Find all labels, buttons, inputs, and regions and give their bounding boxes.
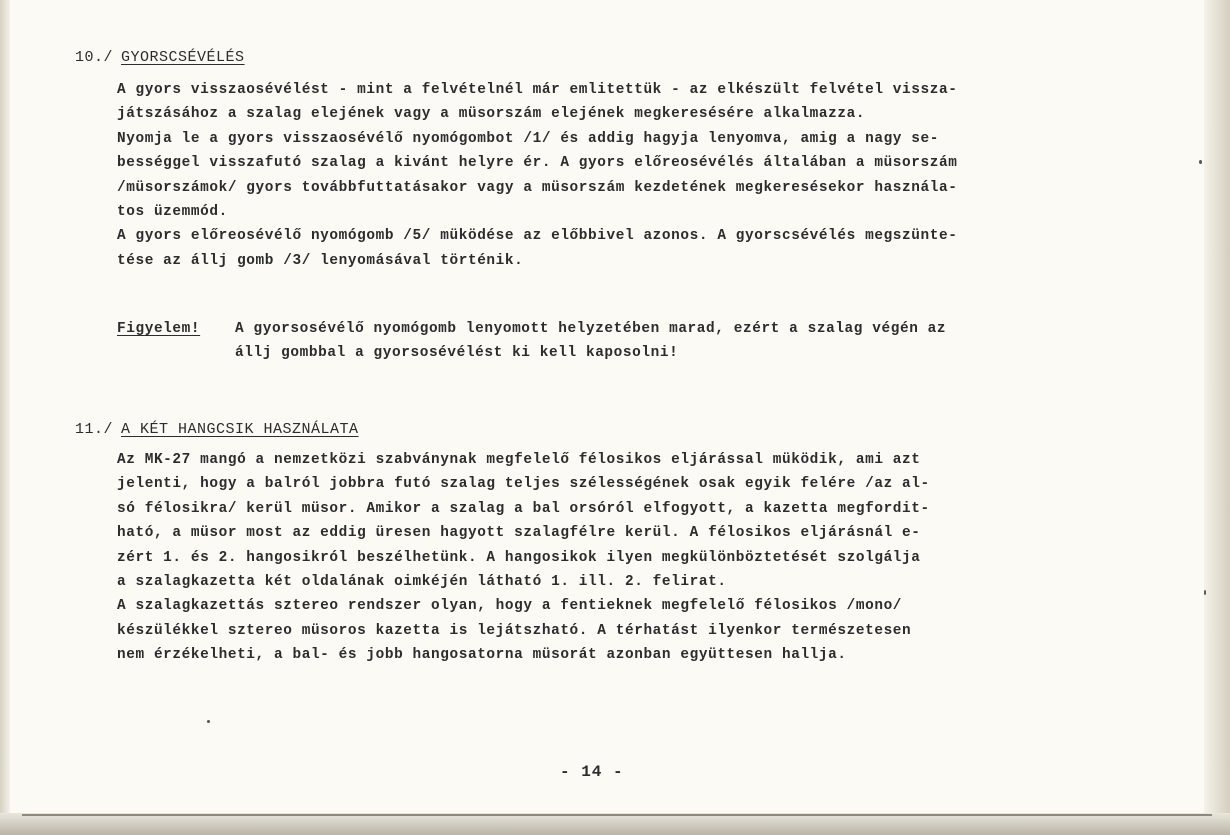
section-10-number: 10./: [75, 49, 114, 66]
section-10-line: tos üzemmód.: [117, 203, 228, 220]
section-11-line: Az MK-27 mangó a nemzetközi szabványnak megfelelő félosikos eljárással müködik, ami azt: [117, 452, 921, 468]
warning-line: A gyorsosévélő nyomógomb lenyomott helyzetében marad, ezért a szalag végén az: [235, 321, 947, 337]
section-11-line: a szalagkazetta két oldalának oimkéjén látható 1. ill. 2. felirat.: [117, 573, 727, 590]
ink-speck: [1204, 590, 1206, 595]
warning-line: állj gombbal a gyorsosévélést ki kell kaposolni!: [235, 345, 679, 362]
section-11-line: A szalagkazettás sztereo rendszer olyan, hogy a fentieknek megfelelő félosikos /mono/: [117, 598, 903, 615]
section-11-line: zért 1. és 2. hangosikról beszélhetünk. A hangosikok ilyen megkülönböztetését szolgálja: [117, 549, 921, 566]
page-right-edge: [1204, 0, 1230, 835]
section-10-line: játszásához a szalag elejének vagy a müsorszám elejének megkeresésére alkalmazza.: [117, 106, 866, 123]
section-11-body: [117, 448, 930, 668]
section-10-line: A gyors visszaosévélést - mint a felvételnél már emlitettük - az elkészült felvétel vissza-: [117, 82, 958, 98]
section-11-line: ható, a müsor most az eddig üresen hagyott szalagfélre kerül. A félosikos eljárásnál e-: [117, 525, 921, 542]
page-left-edge: [0, 0, 10, 835]
section-10-line: tése az állj gomb /3/ lenyomásával történik.: [117, 252, 524, 269]
page-bottom-edge: [0, 813, 1230, 835]
section-11-title: A KÉT HANGCSIK HASZNÁLATA: [121, 421, 359, 438]
section-10-heading: [75, 49, 245, 66]
page-number: - 14 -: [560, 763, 624, 781]
section-11-line: készülékkel sztereo müsoros kazetta is lejátszható. A térhatást ilyenkor természetesen: [117, 622, 912, 639]
section-10-line: Nyomja le a gyors visszaosévélő nyomógombot /1/ és addig hagyja lenyomva, amig a nagy se-: [117, 130, 939, 147]
section-11-line: jelenti, hogy a balról jobbra futó szalag teljes szélességének osak egyik felére /az al-: [117, 476, 930, 493]
page-fold-line: [22, 814, 1212, 816]
section-11-line: nem érzékelheti, a bal- és jobb hangosatorna müsorát azonban együttesen hallja.: [117, 647, 847, 664]
warning-body: [235, 317, 946, 366]
section-10-line: bességgel visszafutó szalag a kivánt helyre ér. A gyors előreosévélés általában a müsorszám: [117, 155, 958, 172]
section-10-line: /müsorszámok/ gyors továbbfuttatásakor vagy a müsorszám kezdetének megkeresésekor használa-: [117, 179, 958, 196]
ink-speck: [207, 720, 210, 723]
section-10-body: [117, 78, 957, 273]
section-11-line: só félosikra/ kerül müsor. Amikor a szalag a bal orsóról elfogyott, a kazetta megfordit-: [117, 500, 930, 517]
warning-note: [117, 317, 946, 366]
section-11-number: 11./: [75, 421, 114, 438]
warning-label: Figyelem!: [117, 321, 201, 337]
section-10-line: A gyors előreosévélő nyomógomb /5/ müködése az előbbivel azonos. A gyorscsévélés megszünte-: [117, 228, 958, 245]
ink-speck: [1199, 160, 1202, 164]
section-11-heading: [75, 421, 359, 438]
section-10-title: GYORSCSÉVÉLÉS: [121, 49, 245, 66]
